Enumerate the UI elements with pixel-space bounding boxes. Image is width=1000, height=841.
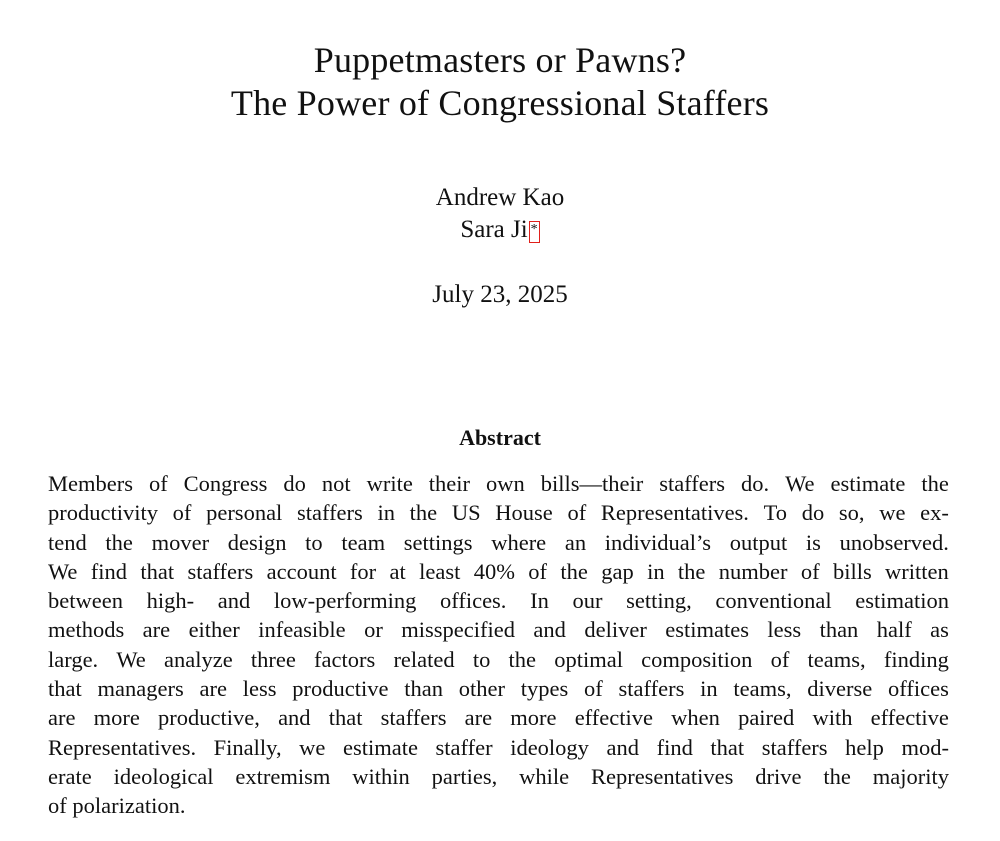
abstract-word: and (217, 588, 251, 614)
abstract-word: staffers (618, 676, 685, 702)
abstract-word: Congress (183, 471, 268, 496)
abstract-word: of (800, 558, 820, 584)
abstract-word: parties, (431, 763, 498, 789)
abstract-word: related (393, 646, 455, 672)
abstract-word: ex- (920, 500, 949, 526)
abstract-word: our (572, 588, 603, 614)
abstract-word: do (283, 471, 306, 496)
abstract-heading: Abstract (459, 425, 541, 450)
abstract-word: find (90, 558, 128, 584)
abstract-word: with (812, 705, 853, 731)
abstract-word: help (845, 734, 884, 760)
abstract-word: account (266, 558, 337, 584)
abstract-word: offices (888, 676, 949, 702)
abstract-word: extremism (235, 763, 331, 789)
abstract-word: are (48, 705, 76, 731)
abstract-line (48, 645, 949, 674)
abstract-word: Members (48, 471, 133, 496)
abstract-word: output (729, 529, 788, 555)
abstract-word: half (876, 617, 912, 643)
abstract-word: low-performing (273, 588, 417, 614)
abstract-word: design (227, 529, 287, 555)
abstract-word: infeasible (258, 617, 346, 643)
abstract-word: their (428, 471, 471, 496)
abstract-word: finding (883, 646, 949, 672)
abstract-word: either (188, 617, 240, 643)
abstract-word: staffers (380, 705, 447, 731)
abstract-word: or (364, 617, 383, 643)
author-2 (0, 215, 1000, 245)
abstract-word: staffers (761, 734, 828, 760)
abstract-word: large. (48, 646, 99, 672)
abstract-word: at (389, 558, 406, 584)
abstract-word: the (508, 646, 537, 672)
abstract-word: than (819, 617, 859, 643)
footnote-link[interactable]: * (529, 221, 540, 243)
abstract-word: offices. (440, 588, 507, 614)
abstract-word: of (584, 676, 603, 702)
abstract-word: other (458, 676, 505, 702)
abstract-word: when (671, 705, 720, 731)
abstract-word: settings (403, 529, 473, 555)
abstract-word: are (464, 705, 493, 731)
abstract-word: erate (48, 763, 92, 789)
abstract-word: In (530, 588, 549, 614)
abstract-word: optimal (554, 646, 623, 672)
abstract-word: We (116, 646, 146, 672)
abstract-word: more (510, 705, 557, 731)
abstract-word: We (785, 471, 815, 496)
abstract-word: written (885, 558, 949, 584)
abstract-word: Representatives (590, 763, 734, 789)
abstract-word: of (528, 558, 548, 584)
abstract-word: effective (574, 705, 653, 731)
abstract-word: and (533, 617, 566, 643)
abstract-word: three (250, 646, 296, 672)
abstract-word: conventional (715, 588, 832, 614)
abstract-line (48, 615, 949, 644)
abstract-word: We (48, 558, 78, 584)
abstract-word: of (148, 471, 168, 496)
abstract-word: that (328, 705, 363, 731)
abstract-word: To (763, 500, 788, 526)
abstract-word: of (770, 646, 790, 672)
abstract-line (48, 528, 949, 557)
abstract-word: so, (838, 500, 865, 526)
abstract-word: for (349, 558, 377, 584)
abstract-line (48, 762, 949, 791)
abstract-word: less (767, 617, 802, 643)
abstract-word: estimate (830, 471, 906, 496)
abstract-line (48, 498, 949, 527)
abstract-word: bills (832, 558, 872, 584)
abstract-word: teams, (807, 646, 866, 672)
abstract-word: individual’s (604, 529, 712, 555)
abstract-word: own (486, 471, 525, 496)
abstract-word: least (419, 558, 461, 584)
abstract-line: of polarization. (48, 793, 186, 819)
abstract-line (48, 733, 949, 762)
abstract-word: high- (146, 588, 195, 614)
abstract-word: Representatives. (48, 734, 197, 760)
abstract-word: write (366, 471, 413, 496)
abstract-word: deliver (584, 617, 647, 643)
abstract-word: US (451, 500, 481, 526)
abstract-word: that (710, 734, 745, 760)
abstract-word: ideological (113, 763, 214, 789)
abstract-line (48, 586, 949, 615)
abstract-body (48, 469, 949, 821)
abstract-word: composition (641, 646, 753, 672)
abstract-word: paired (738, 705, 795, 731)
abstract-word: that (140, 558, 175, 584)
abstract-word: between (48, 588, 123, 614)
abstract-word: productive (292, 676, 389, 702)
abstract-word: mover (151, 529, 210, 555)
abstract-word: the (677, 558, 706, 584)
paper-title-line-1: Puppetmasters or Pawns? (313, 40, 687, 80)
abstract-word: personal (206, 500, 283, 526)
abstract-word: estimate (342, 734, 418, 760)
abstract-word: ideology (510, 734, 589, 760)
abstract-word: 40% (473, 558, 515, 584)
abstract-word: factors (314, 646, 376, 672)
abstract-word: Representatives. (600, 500, 749, 526)
abstract-word: an (564, 529, 587, 555)
abstract-word: is (805, 529, 821, 555)
abstract-word: as (930, 617, 949, 643)
abstract-word: we (879, 500, 906, 526)
abstract-word: the (823, 763, 851, 789)
abstract-word: we (299, 734, 326, 760)
abstract-word: where (491, 529, 547, 555)
abstract-word: to (472, 646, 491, 672)
abstract-word: are (142, 617, 171, 643)
abstract-word: the (921, 471, 949, 496)
abstract-word: House (495, 500, 553, 526)
abstract-word: in (647, 558, 665, 584)
abstract-word: gap (601, 558, 634, 584)
abstract-word: tend (48, 529, 87, 555)
abstract-word: do. (740, 471, 770, 496)
abstract-word: within (352, 763, 410, 789)
abstract-word: to (305, 529, 323, 555)
abstract-word: misspecified (401, 617, 515, 643)
abstract-word: productivity (48, 500, 158, 526)
author-1-name: Andrew Kao (435, 184, 565, 211)
abstract-word: are (199, 676, 227, 702)
abstract-word: estimates (665, 617, 749, 643)
abstract-word: while (519, 763, 570, 789)
abstract-word: and (606, 734, 640, 760)
abstract-word: managers (97, 676, 184, 702)
author-1 (0, 183, 1000, 213)
abstract-word: staffer (435, 734, 493, 760)
abstract-word: productive, (158, 705, 260, 731)
abstract-word: mod- (901, 734, 949, 760)
abstract-line (48, 557, 949, 586)
abstract-word: of (172, 500, 192, 526)
abstract-word: team (341, 529, 386, 555)
abstract-word: diverse (807, 676, 873, 702)
abstract-word: and (278, 705, 311, 731)
abstract-word: estimation (855, 588, 949, 614)
paper-title-line-2: The Power of Congressional Staffers (230, 83, 770, 123)
abstract-word: more (93, 705, 140, 731)
abstract-word: analyze (163, 646, 233, 672)
abstract-word: less (242, 676, 277, 702)
abstract-word: effective (870, 705, 949, 731)
abstract-word: find (656, 734, 693, 760)
abstract-word: do (801, 500, 825, 526)
abstract-word: that (48, 676, 82, 702)
abstract-line (48, 703, 949, 732)
abstract-word: the (560, 558, 588, 584)
abstract-word: of (567, 500, 587, 526)
abstract-line (48, 469, 949, 498)
abstract-word: methods (48, 617, 125, 643)
abstract-line (48, 674, 949, 703)
abstract-word: majority (872, 763, 949, 789)
abstract-word: number (718, 558, 788, 584)
abstract-word: the (409, 500, 438, 526)
abstract-word: teams, (733, 676, 792, 702)
paper-date: July 23, 2025 (432, 281, 568, 308)
abstract-word: unobserved. (839, 529, 949, 555)
abstract-word: bills—their (540, 471, 644, 496)
abstract-word: than (404, 676, 443, 702)
abstract-word: in (377, 500, 395, 526)
abstract-word: the (105, 529, 133, 555)
abstract-word: drive (755, 763, 802, 789)
abstract-word: staffers (659, 471, 725, 496)
abstract-word: staffers (187, 558, 254, 584)
abstract-word: staffers (296, 500, 363, 526)
abstract-word: not (321, 471, 351, 496)
abstract-word: Finally, (213, 734, 282, 760)
abstract-word: types (520, 676, 569, 702)
author-2-name: Sara Ji (460, 216, 528, 243)
abstract-word: setting, (626, 588, 692, 614)
abstract-word: in (700, 676, 718, 702)
